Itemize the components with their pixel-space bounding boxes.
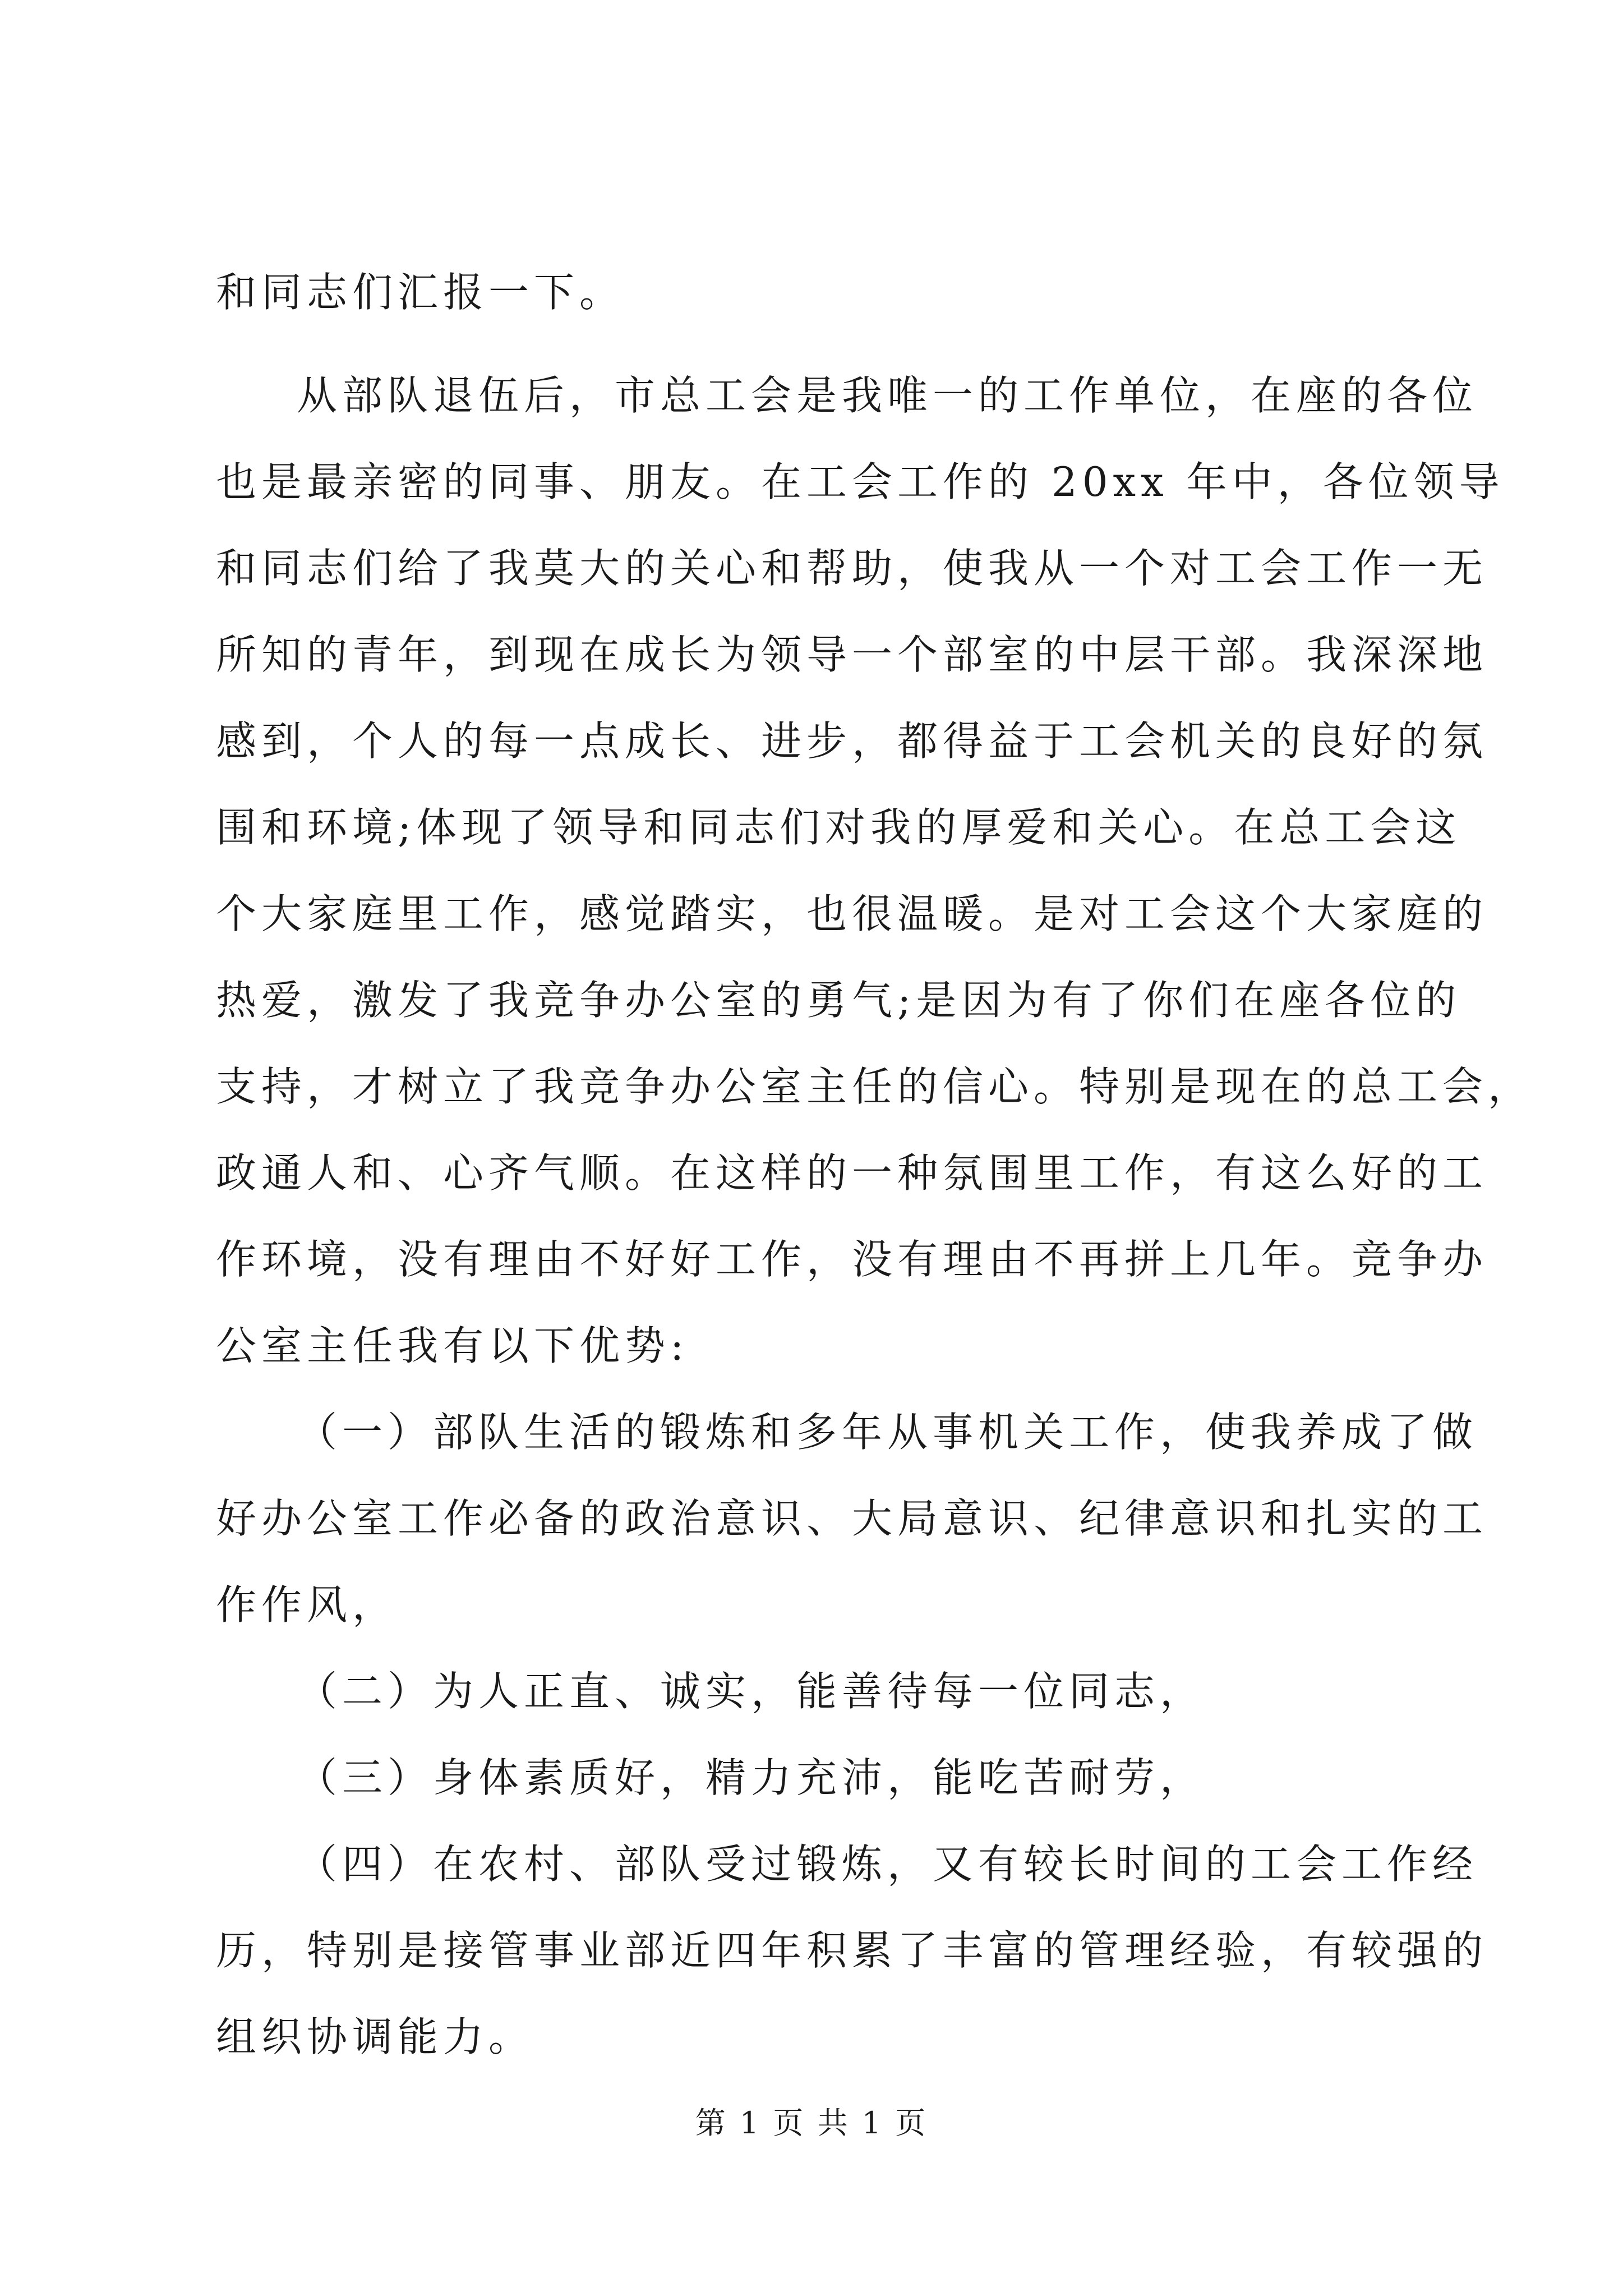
page-number-footer: 第 1 页 共 1 页 bbox=[695, 2105, 928, 2141]
text-line: 也是最亲密的同事、朋友。在工会工作的 20xx 年中，各位领导 bbox=[216, 458, 1505, 505]
paragraph-start-line: 从部队退伍后，市总工会是我唯一的工作单位，在座的各位 bbox=[297, 372, 1478, 419]
list-item-3-line: （三）身体素质好，精力充沛，能吃苦耐劳， bbox=[297, 1754, 1206, 1801]
text-line: 和同志们汇报一下。 bbox=[216, 269, 625, 316]
text-line: 政通人和、心齐气顺。在这样的一种氛围里工作，有这么好的工 bbox=[216, 1149, 1488, 1197]
list-item-2-line: （二）为人正直、诚实，能善待每一位同志， bbox=[297, 1668, 1206, 1715]
text-line: 历，特别是接管事业部近四年积累了丰富的管理经验，有较强的 bbox=[216, 1927, 1488, 1974]
text-line: 支持，才树立了我竞争办公室主任的信心。特别是现在的总工会， bbox=[216, 1063, 1534, 1110]
text-line: 公室主任我有以下优势: bbox=[216, 1322, 689, 1369]
text-line: 个大家庭里工作，感觉踏实，也很温暖。是对工会这个大家庭的 bbox=[216, 890, 1488, 937]
text-line: 好办公室工作必备的政治意识、大局意识、纪律意识和扎实的工 bbox=[216, 1495, 1488, 1542]
text-line: 作环境，没有理由不好好工作，没有理由不再拼上几年。竞争办 bbox=[216, 1236, 1488, 1283]
text-line: 感到，个人的每一点成长、进步，都得益于工会机关的良好的氛 bbox=[216, 717, 1488, 765]
text-line: 热爱，激发了我竞争办公室的勇气;是因为有了你们在座各位的 bbox=[216, 977, 1461, 1024]
text-line: 和同志们给了我莫大的关心和帮助，使我从一个对工会工作一无 bbox=[216, 545, 1488, 592]
text-line: 组织协调能力。 bbox=[216, 2013, 534, 2060]
text-line: 作作风， bbox=[216, 1581, 398, 1628]
list-item-4-line: （四）在农村、部队受过锻炼，又有较长时间的工会工作经 bbox=[297, 1841, 1478, 1888]
text-line: 所知的青年，到现在成长为领导一个部室的中层干部。我深深地 bbox=[216, 631, 1488, 678]
list-item-1-line: （一）部队生活的锻炼和多年从事机关工作，使我养成了做 bbox=[297, 1409, 1478, 1456]
text-line: 围和环境;体现了领导和同志们对我的厚爱和关心。在总工会这 bbox=[216, 804, 1461, 851]
